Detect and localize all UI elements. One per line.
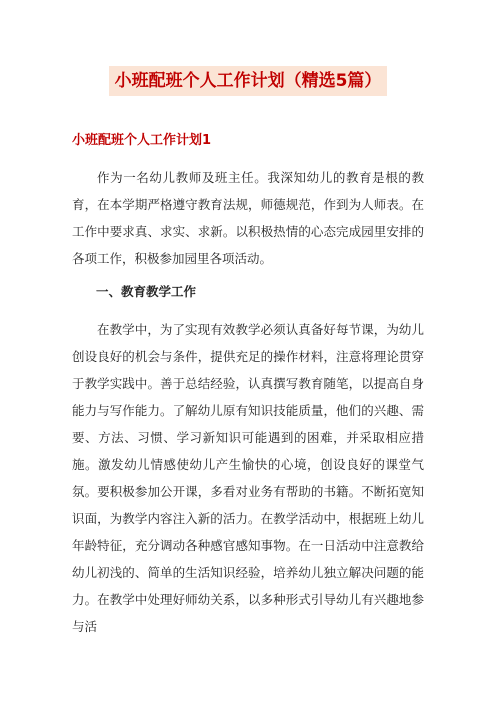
section-heading: 一、教育教学工作 bbox=[96, 284, 197, 299]
article-subtitle: 小班配班个人工作计划1 bbox=[72, 133, 212, 148]
document-title: 小班配班个人工作计划（精选5篇） bbox=[109, 66, 388, 96]
paragraph-teaching: 在教学中，为了实现有效教学必须认真备好每节课，为幼儿创设良好的机会与条件，提供充足的操作材料，注意将理论贯穿于教学实践中。善于总结经验，认真撰写教育随笔，以提高自身能力与写作能力。了解幼儿原有知识技能质量，他们的兴趣、需要、方法、习惯、学习新知识可能遇到的困难，并采取相应措施。激发幼儿情感使幼儿产生愉快的心境，创设良好的课堂气氛。要积极参加公开课，多看对业务有帮助的书籍。不断拓宽知识面，为教学内容注入新的活力。在教学活动中，根据班上幼儿年龄特征，充分调动各种感官感知事物。在一日活动中注意教给幼儿初浅的、简单的生活知识经验，培养幼儿独立解决问题的能力。在教学中处理好师幼关系，以多种形式引导幼儿有兴趣地参与活 bbox=[72, 322, 424, 634]
title-container bbox=[0, 66, 496, 96]
paragraph-intro: 作为一名幼儿教师及班主任。我深知幼儿的教育是根的教育，在本学期严格遵守教育法规，师德规范，作到为人师表。在工作中要求真、求实、求新。以积极热情的心态完成园里安排的各项工作，积极参加园里各项活动。 bbox=[72, 170, 424, 266]
